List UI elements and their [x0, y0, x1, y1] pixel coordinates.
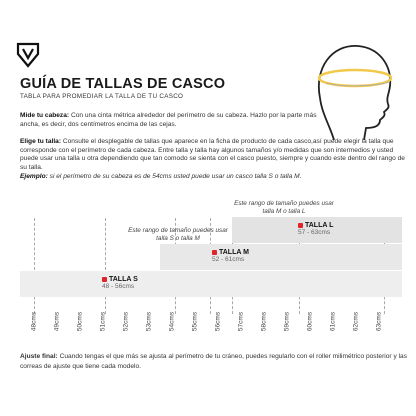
- tick-label: 51cms: [99, 311, 107, 332]
- tick-label: 56cms: [214, 311, 222, 332]
- example-instruction: [20, 173, 412, 182]
- tick-label: 63cms: [375, 311, 383, 332]
- red-marker-icon: [102, 277, 107, 282]
- tick-label: 50cms: [76, 311, 84, 332]
- size-band-m-text: [212, 249, 249, 263]
- size-band-m: [160, 244, 402, 270]
- tick-label: 57cms: [237, 311, 245, 332]
- tick-label: 59cms: [283, 311, 291, 332]
- size-range-s: 48 - 56cms: [102, 283, 135, 290]
- guide-line: [34, 218, 35, 314]
- example-text: si el perímetro de su cabeza es de 54cms usted puede usar un casco talla S o talla M.: [47, 173, 302, 180]
- tick-label: 54cms: [168, 311, 176, 332]
- tick-label: 48cms: [30, 311, 38, 332]
- red-marker-icon: [298, 223, 303, 228]
- page-subtitle: TABLA PARA PROMEDIAR LA TALLA DE TU CASCO: [20, 93, 184, 100]
- page-title: GUÍA DE TALLAS DE CASCO: [20, 76, 226, 92]
- tick-label: 60cms: [306, 311, 314, 332]
- choose-text: Consulte el desplegable de tallas que aparece en la ficha de producto de cada casco,así puede elegir la talla que corresponde con el perímetro de cada cabeza. Entre talla y talla hay algunos tamaños y/o medidas que son intermedios y usted puede usar una talla u otra dependiendo que tan comodo se sienta con el casco puesto, siempre y cuando este dentro del rango de su talla.: [20, 138, 405, 171]
- footer-text: Cuando tengas el que más se ajusta al perímetro de tu cráneo, puedes regularlo con el roller milimétrico posterior y las correas de ajuste que tiene cada modelo.: [20, 353, 408, 370]
- tick-label: 61cms: [329, 311, 337, 332]
- size-label-l: TALLA L: [305, 222, 334, 229]
- tick-label: 55cms: [191, 311, 199, 332]
- tick-label: 62cms: [352, 311, 360, 332]
- example-label: Ejemplo:: [20, 173, 48, 180]
- overlap-note-s-m: Este rango de tamaño puedes usar talla S o talla M: [128, 227, 228, 242]
- footer-label: Ajuste final:: [20, 353, 58, 360]
- tick-label: 58cms: [260, 311, 268, 332]
- size-range-m: 52 - 61cms: [212, 256, 245, 263]
- red-marker-icon: [212, 250, 217, 255]
- measure-text: Con una cinta métrica alrededor del perímetro de su cabeza. Hazlo por la parte más ancha, es decir, dos centímetros encima de las cejas.: [20, 112, 317, 128]
- tick-label: 49cms: [53, 311, 61, 332]
- size-band-s: [20, 271, 402, 297]
- choose-instruction: [20, 138, 412, 172]
- guide-line: [105, 218, 106, 314]
- measure-instruction: [20, 112, 320, 129]
- size-band-s-text: [102, 276, 138, 290]
- size-range-l: 57 - 63cms: [298, 229, 331, 236]
- overlap-note-m-l: Este rango de tamaño puedes usar talla M o talla L: [234, 200, 334, 215]
- tick-label: 53cms: [145, 311, 153, 332]
- size-label-m: TALLA M: [219, 249, 249, 256]
- final-adjustment-note: [20, 352, 412, 371]
- measure-label: Mide tu cabeza:: [20, 112, 70, 119]
- tick-label: 52cms: [122, 311, 130, 332]
- brand-logo-icon: [16, 42, 40, 68]
- size-label-s: TALLA S: [109, 276, 138, 283]
- size-band-l-text: [298, 222, 333, 236]
- choose-label: Elige tu talla:: [20, 138, 62, 145]
